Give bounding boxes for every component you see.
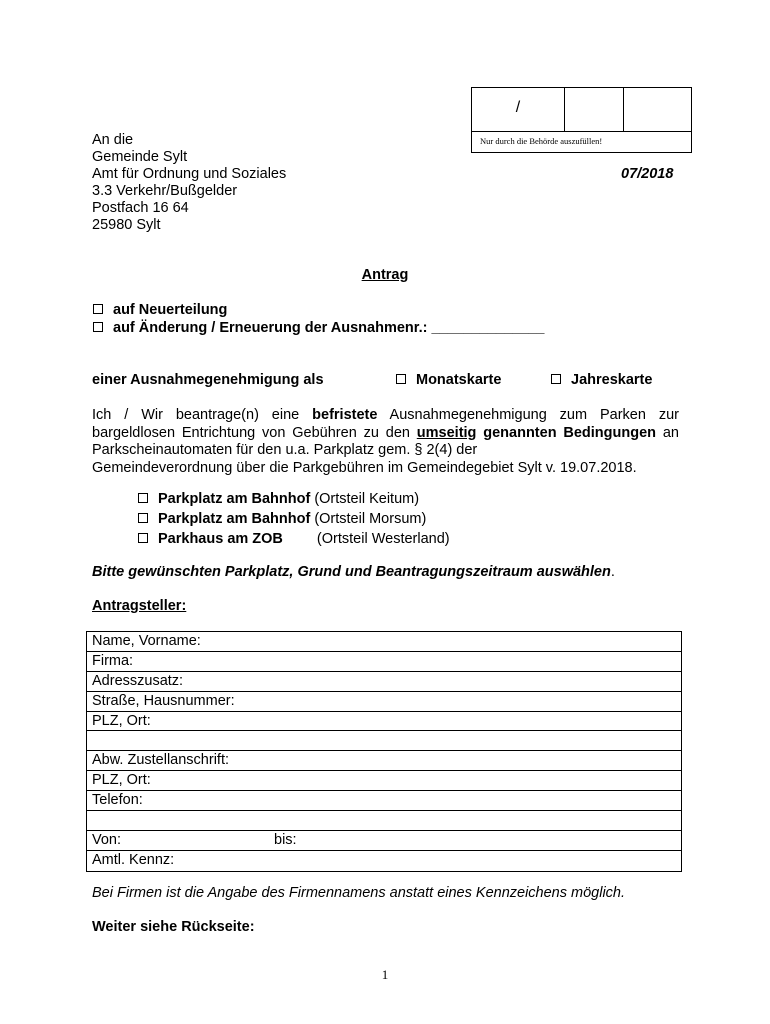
permit-label: einer Ausnahmegenehmigung als bbox=[92, 372, 324, 388]
field-phone[interactable] bbox=[87, 791, 681, 811]
request-paragraph bbox=[92, 407, 679, 477]
office-box-note: Nur durch die Behörde auszufüllen! bbox=[480, 136, 603, 146]
parking-district: (Ortsteil Keitum) bbox=[314, 491, 420, 507]
field-label: Name, Vorname: bbox=[92, 633, 201, 649]
option-yearly[interactable] bbox=[551, 372, 652, 388]
address-line: 25980 Sylt bbox=[92, 217, 161, 233]
option-monthly[interactable] bbox=[396, 372, 501, 388]
parking-district: (Ortsteil Westerland) bbox=[316, 531, 450, 547]
page-title: Antrag bbox=[361, 267, 409, 283]
parking-option-keitum[interactable] bbox=[138, 490, 419, 509]
field-address-extra[interactable] bbox=[87, 672, 681, 692]
field-company[interactable] bbox=[87, 652, 681, 672]
field-label: Firma: bbox=[92, 652, 134, 669]
option-change[interactable] bbox=[93, 320, 544, 336]
page-number: 1 bbox=[381, 967, 389, 982]
version-date: 07/2018 bbox=[621, 166, 674, 182]
field-plate[interactable] bbox=[87, 851, 681, 871]
paragraph-bold: befristete bbox=[312, 407, 378, 423]
hint-text: Bitte gewünschten Parkplatz, Grund und Beantragungszeitraum auswählen bbox=[92, 564, 611, 580]
parking-option-westerland[interactable] bbox=[138, 530, 450, 549]
applicant-form bbox=[86, 631, 682, 872]
field-label-until: bis: bbox=[274, 831, 297, 848]
field-label: Adresszusatz: bbox=[92, 672, 184, 689]
applicant-heading: Antragsteller: bbox=[92, 598, 187, 614]
option-new[interactable] bbox=[93, 302, 227, 318]
recipient-address bbox=[92, 132, 286, 234]
address-line: An die bbox=[92, 132, 134, 148]
paragraph-text: Ich / Wir beantrage(n) eine bbox=[92, 407, 313, 423]
parking-name: Parkhaus am ZOB bbox=[158, 531, 283, 547]
field-empty-1[interactable] bbox=[87, 731, 681, 751]
checkbox-monthly[interactable] bbox=[396, 374, 406, 384]
parking-name: Parkplatz am Bahnhof bbox=[158, 491, 311, 507]
paragraph-bold: genannten Bedingungen bbox=[476, 424, 657, 441]
continue-note: Weiter siehe Rückseite: bbox=[92, 919, 255, 935]
address-line: 3.3 Verkehr/Bußgelder bbox=[92, 183, 238, 199]
field-label: Telefon: bbox=[92, 792, 143, 809]
field-label: Amtl. Kennz: bbox=[92, 851, 175, 868]
paragraph-last-line: Gemeindeverordnung über die Parkgebühren im Gemeindegebiet Sylt v. 19.07.2018. bbox=[92, 459, 637, 476]
parking-option-morsum[interactable] bbox=[138, 510, 426, 529]
field-label: PLZ, Ort: bbox=[92, 712, 151, 729]
field-label: Abw. Zustellanschrift: bbox=[92, 752, 229, 769]
footnote: Bei Firmen ist die Angabe des Firmennamens anstatt eines Kennzeichens möglich. bbox=[92, 885, 626, 901]
field-alt-address[interactable] bbox=[87, 751, 681, 771]
address-line: Gemeinde Sylt bbox=[92, 149, 188, 165]
field-alt-city[interactable] bbox=[87, 771, 681, 791]
checkbox-parking-westerland[interactable] bbox=[138, 533, 148, 543]
checkbox-parking-morsum[interactable] bbox=[138, 513, 148, 523]
paragraph-text: an Parkscheinautomaten für den u.a. Parkplatz gem. § 2(4) der bbox=[92, 424, 679, 458]
field-street[interactable] bbox=[87, 692, 681, 712]
checkbox-yearly[interactable] bbox=[551, 374, 561, 384]
field-name[interactable] bbox=[87, 632, 681, 652]
option-monthly-label: Monatskarte bbox=[416, 372, 502, 388]
office-box-cell-2 bbox=[565, 88, 624, 131]
field-city[interactable] bbox=[87, 712, 681, 732]
option-change-label: auf Änderung / Erneuerung der Ausnahmenr.: ______________ bbox=[113, 320, 545, 336]
paragraph-bold-underline: umseitig bbox=[416, 424, 477, 441]
address-line: Amt für Ordnung und Soziales bbox=[92, 166, 287, 182]
parking-name: Parkplatz am Bahnhof bbox=[158, 511, 311, 527]
checkbox-change[interactable] bbox=[93, 322, 103, 332]
parking-district: (Ortsteil Morsum) bbox=[314, 511, 427, 527]
field-label: PLZ, Ort: bbox=[92, 772, 151, 789]
office-use-box bbox=[471, 87, 692, 153]
checkbox-parking-keitum[interactable] bbox=[138, 493, 148, 503]
paragraph-text: Ausnahmegenehmigung zum Parken zur bargeldlosen Entrichtung von Gebühren zu den bbox=[92, 407, 679, 441]
option-yearly-label: Jahreskarte bbox=[571, 372, 653, 388]
office-box-cell-3 bbox=[624, 88, 692, 131]
address-line: Postfach 16 64 bbox=[92, 200, 189, 216]
hint-period: . bbox=[610, 564, 615, 580]
field-label-from: Von: bbox=[92, 831, 122, 848]
field-empty-2[interactable] bbox=[87, 811, 681, 831]
selection-hint bbox=[92, 564, 615, 580]
office-box-cell-number: / bbox=[472, 88, 565, 131]
field-label: Straße, Hausnummer: bbox=[92, 692, 235, 709]
field-period[interactable] bbox=[87, 831, 681, 851]
checkbox-new[interactable] bbox=[93, 304, 103, 314]
option-new-label: auf Neuerteilung bbox=[113, 302, 228, 318]
